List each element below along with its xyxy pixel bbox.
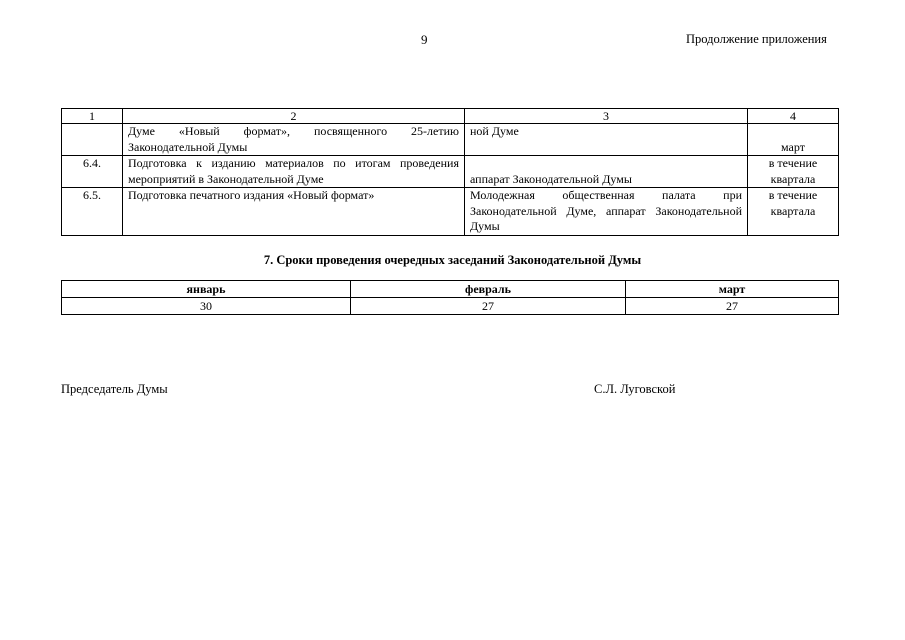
column-header-4: 4: [748, 109, 839, 124]
plan-table-header-row: [62, 109, 839, 124]
row-number: [62, 124, 123, 156]
session-day: 27: [626, 298, 839, 315]
column-header-3: 3: [465, 109, 748, 124]
month-header: март: [626, 281, 839, 298]
signature-title: Председатель Думы: [61, 382, 168, 396]
row-number: 6.5.: [62, 188, 123, 236]
table-row: [62, 188, 839, 236]
sessions-header-row: [62, 281, 839, 298]
table-row: [62, 124, 839, 156]
session-day: 27: [351, 298, 626, 315]
page-number: 9: [421, 32, 428, 47]
plan-table: [61, 108, 839, 236]
responsible-party: аппарат Законодательной Думы: [465, 156, 748, 188]
sessions-day-row: [62, 298, 839, 315]
table-row: [62, 156, 839, 188]
sessions-table: [61, 280, 839, 315]
period: в течение квартала: [748, 156, 839, 188]
signature-name: С.Л. Луговской: [594, 382, 676, 396]
responsible-party: Молодежная общественная палата при Законодательной Думе, аппарат Законодательной Думы: [465, 188, 748, 236]
period: март: [748, 124, 839, 156]
month-header: январь: [62, 281, 351, 298]
event-description: Подготовка к изданию материалов по итогам проведения мероприятий в Законодательной Думе: [123, 156, 465, 188]
column-header-1: 1: [62, 109, 123, 124]
period: в течение квартала: [748, 188, 839, 236]
responsible-party: ной Думе: [465, 124, 748, 156]
month-header: февраль: [351, 281, 626, 298]
section-title: 7. Сроки проведения очередных заседаний Законодательной Думы: [263, 253, 642, 267]
event-description: Думе «Новый формат», посвященного 25-летию Законодательной Думы: [123, 124, 465, 156]
session-day: 30: [62, 298, 351, 315]
event-description: Подготовка печатного издания «Новый формат»: [123, 188, 465, 236]
row-number: 6.4.: [62, 156, 123, 188]
column-header-2: 2: [123, 109, 465, 124]
continuation-note: Продолжение приложения: [686, 32, 827, 46]
